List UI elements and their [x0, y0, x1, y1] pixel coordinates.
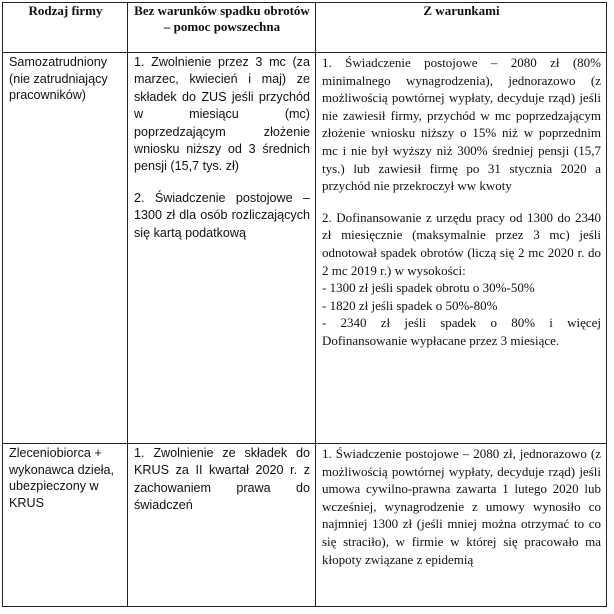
table-row [3, 53, 607, 444]
with-conditions-item: 1. Świadczenie postojowe – 2080 zł (80% minimalnego wynagrodzenia), jednorazowo (z możliwością powtórnej wypłaty, decyduje rząd) jeśli nie zawiesił firmy, przychód w mc poprzedzającym złożenie wniosku niższy o 15% niż w poprzednim mc i nie był wyższy niż 300% średniej pensji (15,7 tys.) lub zawiesił firmę po 31 stycznia 2020 a przychód nie przekroczył ww kwoty [322, 55, 601, 194]
comparison-table [2, 2, 607, 607]
cell-firm-type [3, 53, 128, 444]
with-conditions-bullet: - 1820 zł jeśli spadek o 50%-80% [322, 297, 498, 313]
firm-type-text: Samozatrudniony (nie zatrudniający pracowników) [9, 55, 108, 103]
with-conditions-bullet: - 2340 zł jeśli spadek o 80% i więcej Dofinansowanie wypłacane przez 3 miesiące. [322, 315, 601, 348]
no-conditions-item: 1. Zwolnienie ze składek do KRUS za II kwartał 2020 r. z zachowaniem prawa do świadczeń [134, 446, 310, 513]
cell-no-conditions [128, 53, 316, 444]
table-row [3, 444, 607, 607]
header-no-conditions: Bez warunków spadku obrotów – pomoc powszechna [128, 3, 316, 53]
firm-type-text: Zleceniobiorca + wykonawca dzieła, ubezpieczony w KRUS [9, 446, 114, 510]
cell-with-conditions [316, 53, 607, 444]
no-conditions-item: 2. Świadczenie postojowe – 1300 zł dla osób rozliczających się kartą podatkową [134, 190, 310, 240]
header-firm-type: Rodzaj firmy [3, 3, 128, 53]
cell-firm-type [3, 444, 128, 607]
table-header-row [3, 3, 607, 53]
with-conditions-item: 1. Świadczenie postojowe – 2080 zł, jednorazowo (z możliwością powtórnej wypłaty, decyduje rząd) jeśli umowa cywilno-prawna zawarta 1 lutego 2020 lub wcześniej, wynagrodzenie z umowy wynosiło co najmniej 1300 zł (jeśli mniej można otrzymać to co się straciło), w firmie w której się pracowało ma kłopoty związane z epidemią [322, 446, 601, 567]
cell-with-conditions [316, 444, 607, 607]
with-conditions-item: 2. Dofinansowanie z urzędu pracy od 1300 do 2340 zł miesięcznie (maksymalnie przez 3 mc) jeśli odnotował spadek obrotów (liczą się 2 mc 2020 r. do 2 mc 2019 r.) w wysokości: [322, 209, 601, 278]
header-with-conditions: Z warunkami [316, 3, 607, 53]
no-conditions-item: 1. Zwolnienie przez 3 mc (za marzec, kwiecień i maj) ze składek do ZUS jeśli przychód w miesiącu (mc) poprzedzającym złożenie wniosku niższy od 3 średnich pensji (15,7 tys. zł) [134, 55, 310, 174]
cell-no-conditions [128, 444, 316, 607]
with-conditions-bullet: - 1300 zł jeśli spadek obrotu o 30%-50% [322, 280, 535, 296]
